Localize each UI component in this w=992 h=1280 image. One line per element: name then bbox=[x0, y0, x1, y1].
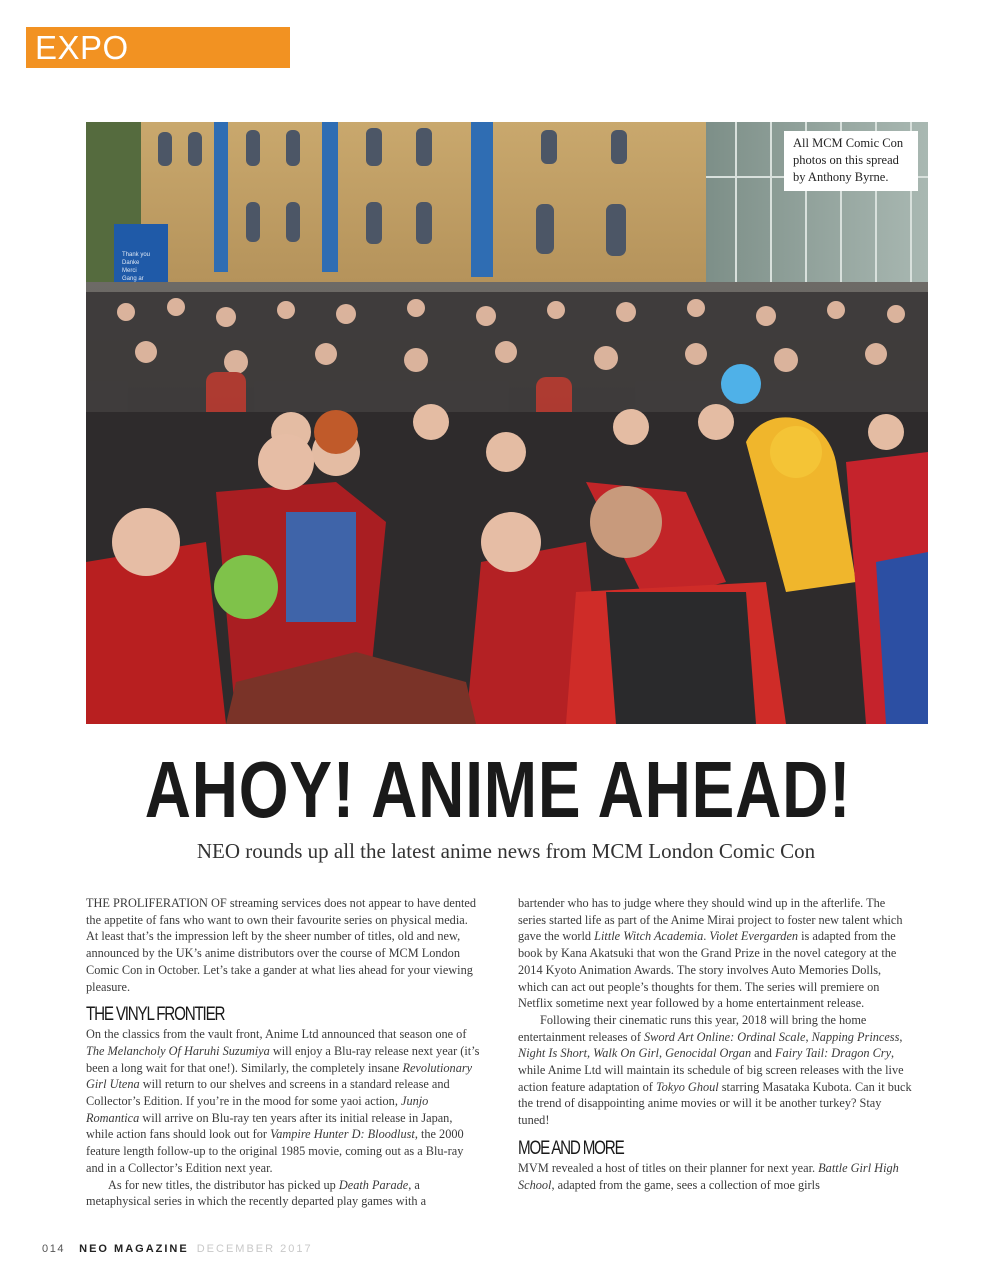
section-heading-moe-and-more: MOE AND MORE bbox=[518, 1137, 624, 1159]
left-p2-d: will arrive on Blu-ray ten years after its initial release in Japan, while action fans should look out for bbox=[86, 1110, 453, 1142]
left-p2-b: will enjoy a Blu-ray release next year (it’s been a long wait for that one!). Similarly, the completely insane bbox=[86, 1043, 480, 1075]
title-junjo: Junjo Romantica bbox=[86, 1094, 429, 1125]
left-paragraph-3 bbox=[86, 1177, 482, 1210]
title-violet: Violet Evergarden bbox=[709, 929, 799, 944]
title-battle-girl: Battle Girl High School bbox=[518, 1160, 899, 1192]
title-night-is-short: Night Is Short, Walk On Girl bbox=[518, 1046, 659, 1061]
left-p3-b: , a metaphysical series in which the recently departed play games with a bbox=[86, 1177, 427, 1209]
title-napping: Napping Princess bbox=[811, 1029, 900, 1044]
right-p1-b: . bbox=[703, 929, 710, 944]
sep-3: , bbox=[658, 1046, 666, 1061]
crowd-photo bbox=[86, 122, 928, 724]
left-p2-e: , the 2000 feature length follow-up to the original 1985 movie, coming out as a Blu-ray and in a Collector’s Edition next year. bbox=[86, 1127, 464, 1175]
left-p2-a: On the classics from the vault front, Anime Ltd announced that season one of bbox=[86, 1027, 467, 1042]
title-vampire-hunter: Vampire Hunter D: Bloodlust bbox=[270, 1127, 415, 1142]
title-death-parade: Death Parade bbox=[338, 1177, 409, 1192]
standfirst: NEO rounds up all the latest anime news from MCM London Comic Con bbox=[196, 839, 816, 863]
article-column-right bbox=[518, 895, 914, 1193]
sep-4: and bbox=[751, 1046, 775, 1061]
photo-credit: All MCM Comic Con photos on this spread by Anthony Byrne. bbox=[784, 131, 918, 191]
right-p3-a: MVM revealed a host of titles on their planner for next year. bbox=[518, 1160, 819, 1175]
right-paragraph-2 bbox=[518, 1012, 914, 1129]
sign-line-1: Thank you bbox=[122, 252, 151, 258]
left-paragraph-2 bbox=[86, 1026, 482, 1176]
sep-2: , bbox=[899, 1029, 903, 1044]
sign-line-4: Gang ar bbox=[122, 276, 144, 282]
sign-line-3: Merci bbox=[122, 268, 137, 274]
right-p3-b: , adapted from the game, sees a collection of moe girls bbox=[551, 1177, 820, 1192]
headline: AHOY! ANIME AHEAD! bbox=[144, 745, 852, 834]
article-column-left bbox=[86, 895, 482, 1210]
issue-date: DECEMBER 2017 bbox=[196, 1243, 313, 1255]
title-haruhi: The Melancholy Of Haruhi Suzumiya bbox=[86, 1043, 270, 1058]
right-paragraph-1 bbox=[518, 895, 914, 1012]
title-sao: Sword Art Online: Ordinal Scale bbox=[643, 1029, 806, 1044]
title-utena: Revolutionary Girl Utena bbox=[86, 1060, 473, 1092]
page-footer bbox=[42, 1243, 313, 1255]
title-fairy-tail: Fairy Tail: Dragon Cry bbox=[775, 1046, 892, 1061]
title-little-witch: Little Witch Academia bbox=[594, 929, 704, 944]
drop-lead: THE PROLIFERATION OF bbox=[86, 896, 227, 910]
right-p1-c: is adapted from the book by Kana Akatsuki that won the Grand Prize in the novel category at the 2014 Kyoto Animation Awards. The story involves Auto Memories Dolls, which can act out people’s thoughts for them. The series will premiere on Netflix sometime next year followed by a home entertainment release. bbox=[518, 929, 897, 1011]
magazine-name: NEO MAGAZINE bbox=[79, 1243, 189, 1255]
right-p2-a: Following their cinematic runs this year, 2018 will bring the home entertainment releases of bbox=[518, 1012, 867, 1044]
left-p3-a: As for new titles, the distributor has picked up bbox=[108, 1177, 339, 1192]
section-heading-vinyl-frontier: THE VINYL FRONTIER bbox=[86, 1004, 225, 1026]
left-p1-text: streaming services does not appear to have dented the appetite of fans who want to own their favourite series on physical media. At least that’s the impression left by the sheer number of titles, old and new, announced by the UK’s anime distributors over the course of MCM London Comic Con in October. Let’s take a gander at what lies ahead for your viewing pleasure. bbox=[86, 896, 477, 994]
left-paragraph-1 bbox=[86, 895, 482, 995]
title-genocidal: Genocidal Organ bbox=[665, 1046, 752, 1061]
sep-1: , bbox=[805, 1029, 812, 1044]
left-p2-c: will return to our shelves and screens in a standard release and Collector’s Edition. If you’re in the mood for some yaoi action, bbox=[86, 1077, 450, 1109]
right-paragraph-3 bbox=[518, 1160, 914, 1193]
title-tokyo-ghoul: Tokyo Ghoul bbox=[655, 1079, 719, 1094]
section-tag: EXPO SPECIAL! bbox=[26, 27, 290, 68]
crowd-photo-illustration bbox=[86, 122, 928, 724]
page-number: 014 bbox=[42, 1243, 66, 1255]
right-p1-a: bartender who has to judge where they should wind up in the afterlife. The series started life as part of the Anime Mirai project to foster new talent which gave the world bbox=[518, 896, 903, 944]
sign-line-2: Danke bbox=[122, 260, 140, 266]
right-p2-c: starring Masataka Kubota. Can it buck the trend of disappointing anime movies or will it be another turkey? Stay tuned! bbox=[518, 1079, 912, 1128]
right-p2-b: , while Anime Ltd will maintain its schedule of big screen releases with the live action feature adaptation of bbox=[518, 1046, 904, 1094]
